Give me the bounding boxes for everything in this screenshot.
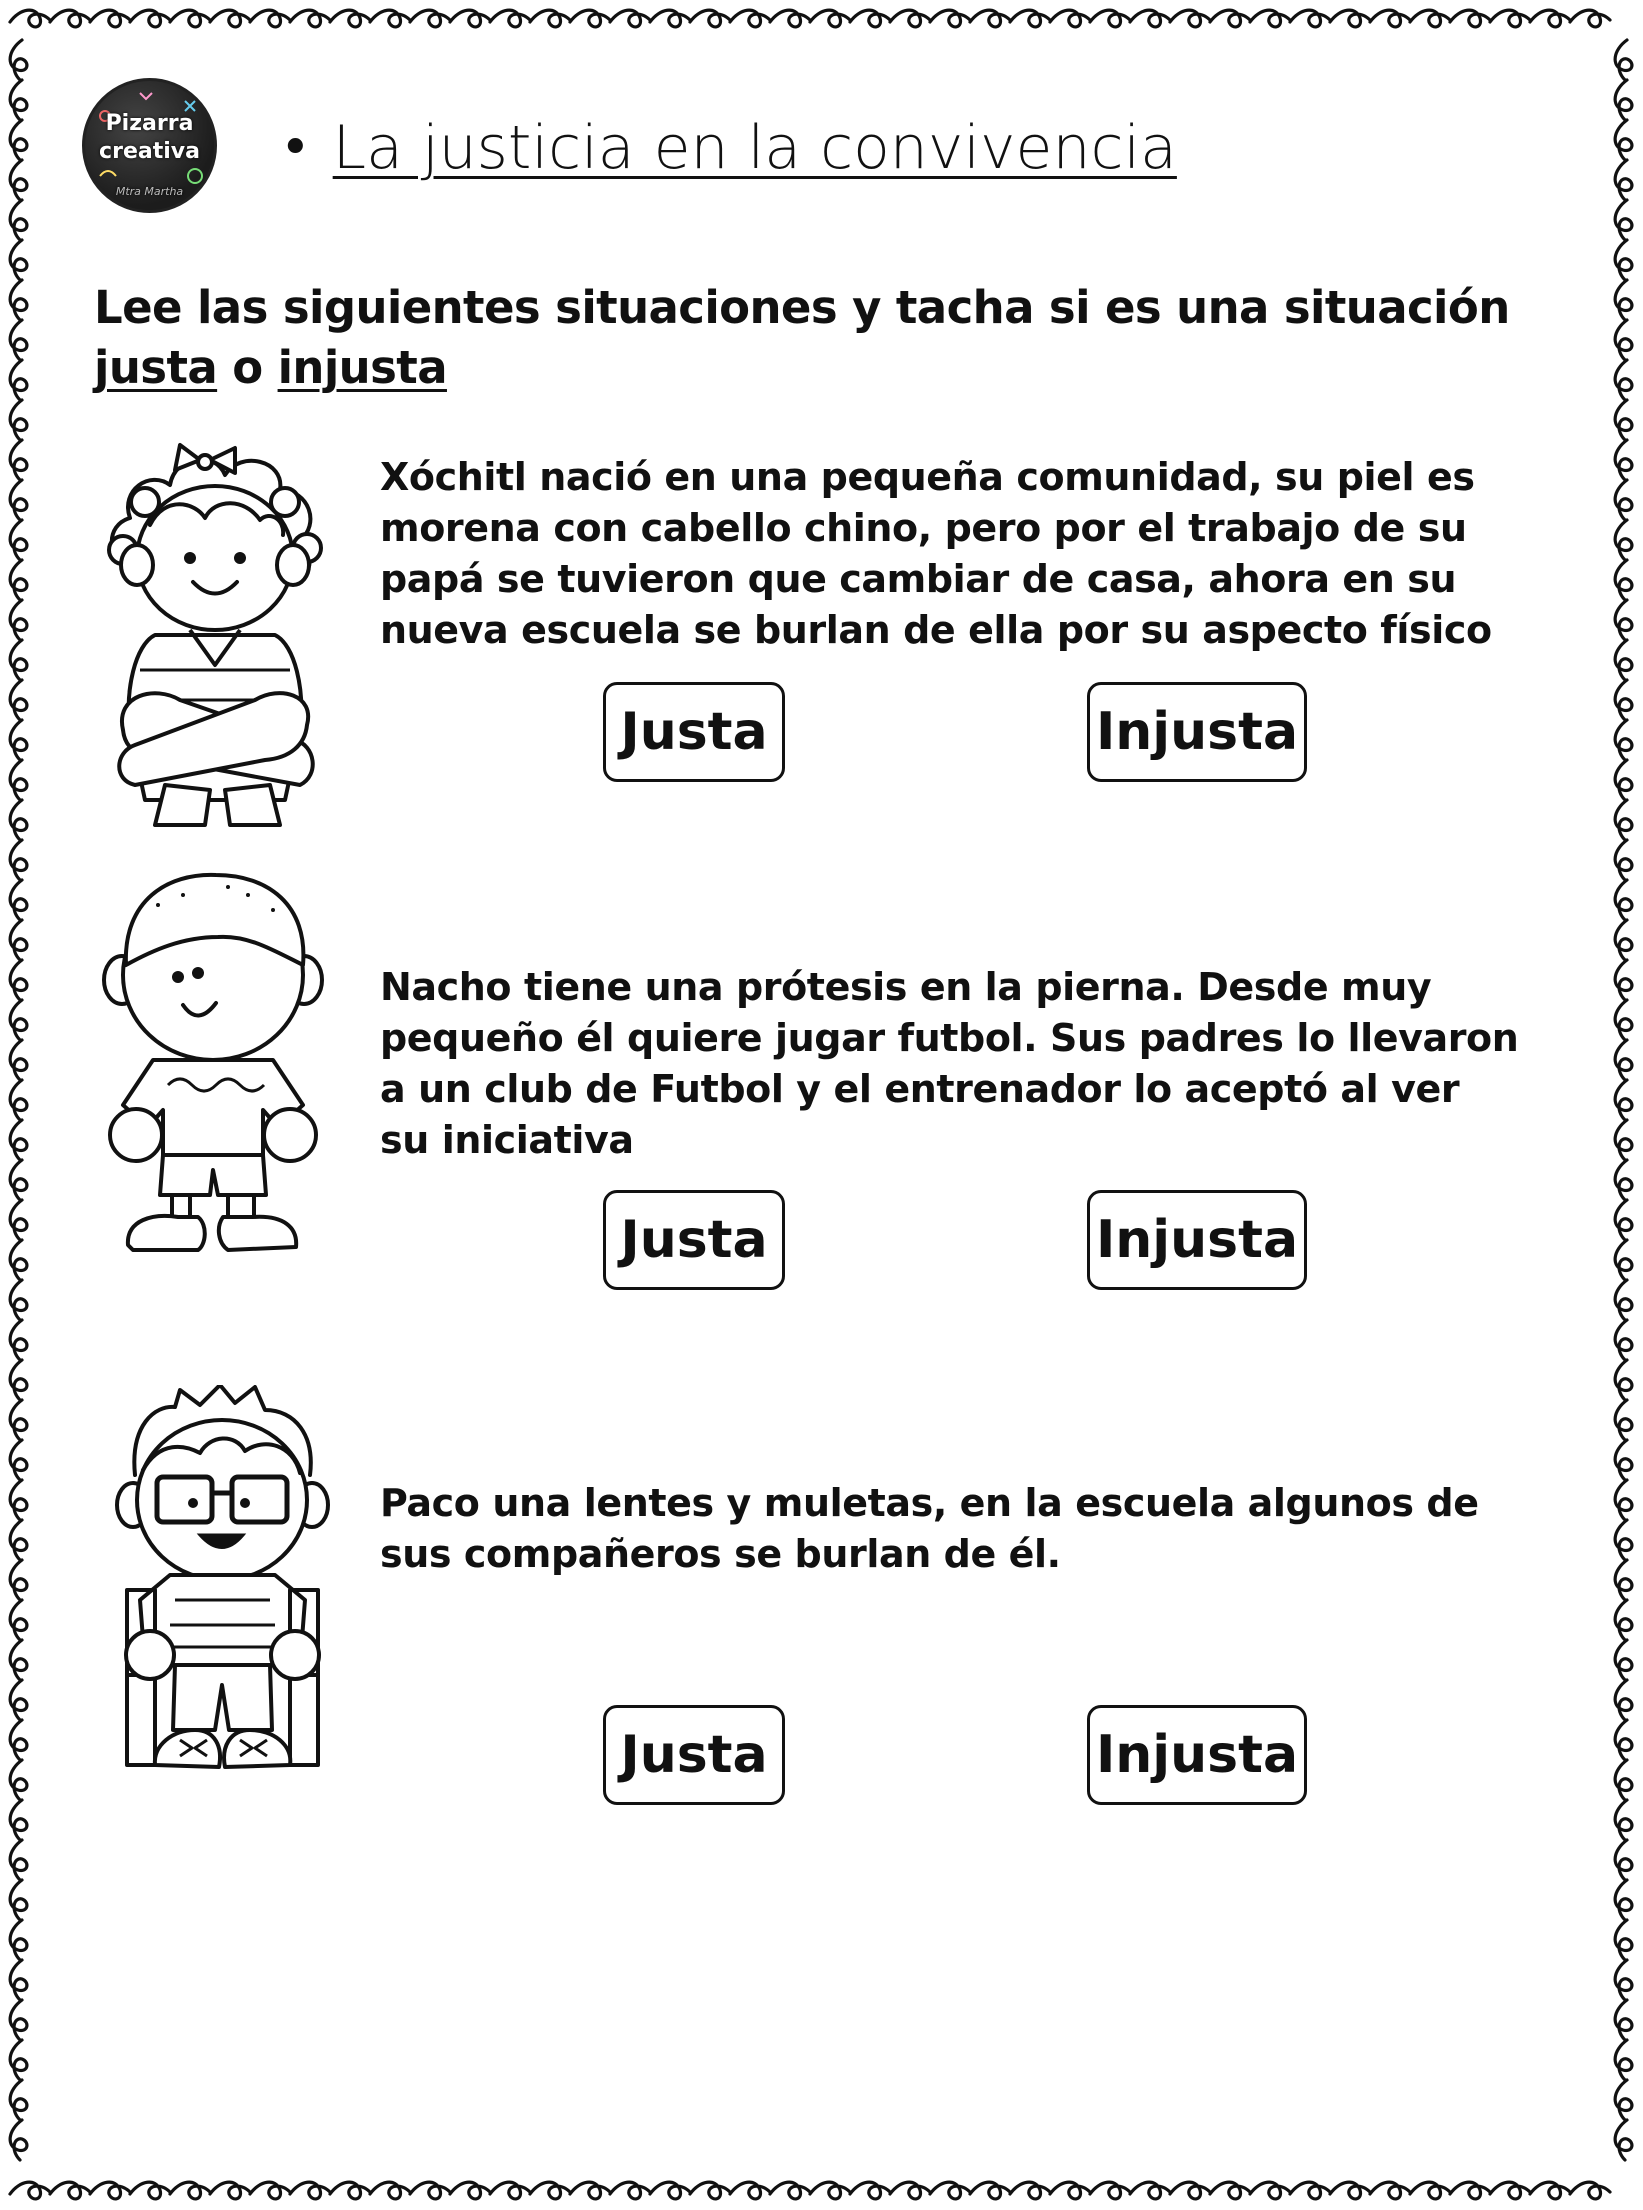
situation-1-text: Xóchitl nació en una pequeña comunidad, su piel es morena con cabello chino, pero por el trabajo de su papá se tuvieron que cambiar de casa, ahora en su nueva escuela se burlan de ella por su aspecto físico [380,455,1492,652]
swirl-icon [10,2000,27,2040]
swirl-icon [1010,10,1050,27]
swirl-icon [1330,2182,1370,2199]
situation-3-justa-button[interactable]: Justa [603,1705,785,1805]
swirl-icon [1615,1480,1632,1520]
swirl-icon [1290,10,1330,27]
swirl-icon [1130,2182,1170,2199]
swirl-icon [890,2182,930,2199]
boy-glasses-crutches-icon [115,1385,330,1770]
swirl-icon [1570,10,1610,27]
swirl-icon [1410,2182,1450,2199]
swirl-icon [10,1720,27,1760]
swirl-icon [10,360,27,400]
swirl-icon [1615,840,1632,880]
title-row [280,108,1177,188]
swirl-icon [570,2182,610,2199]
swirl-icon [1450,10,1490,27]
swirl-icon [890,10,930,27]
swirl-icon [1170,2182,1210,2199]
swirl-icon [10,1120,27,1160]
logo-signature: Mtra Martha [115,185,184,198]
swirl-icon [1615,2120,1632,2160]
swirl-icon [1615,1440,1632,1480]
swirl-icon [90,10,130,27]
swirl-icon [10,320,27,360]
logo-line1: Pizarra [105,111,194,136]
swirl-icon [570,10,610,27]
swirl-icon [370,2182,410,2199]
swirl-icon [690,10,730,27]
swirl-icon [170,2182,210,2199]
swirl-icon [970,2182,1010,2199]
swirl-icon [810,10,850,27]
swirl-icon [530,10,570,27]
situation-1-injusta-button[interactable]: Injusta [1087,682,1307,782]
swirl-icon [10,1800,27,1840]
situation-1-justa-button[interactable]: Justa [603,682,785,782]
swirl-icon [10,280,27,320]
swirl-icon [1615,360,1632,400]
swirl-icon [1130,10,1170,27]
swirl-icon [1250,10,1290,27]
swirl-icon [1615,600,1632,640]
swirl-icon [1615,680,1632,720]
swirl-icon [650,10,690,27]
swirl-icon [330,2182,370,2199]
swirl-icon [10,680,27,720]
swirl-icon [10,520,27,560]
swirl-icon [10,960,27,1000]
swirl-icon [1615,1920,1632,1960]
swirl-icon [10,1640,27,1680]
swirl-icon [10,1480,27,1520]
swirl-icon [930,2182,970,2199]
swirl-icon [410,2182,450,2199]
swirl-icon [10,2040,27,2080]
swirl-icon [690,2182,730,2199]
swirl-icon [1615,480,1632,520]
swirl-icon [1615,640,1632,680]
swirl-icon [10,2182,50,2199]
swirl-icon [1615,1880,1632,1920]
swirl-icon [10,1040,27,1080]
swirl-icon [290,10,330,27]
instructions-part2: o [217,341,278,394]
swirl-icon [10,440,27,480]
swirl-icon [1410,10,1450,27]
swirl-icon [1615,40,1632,80]
swirl-icon [770,10,810,27]
swirl-icon [10,1360,27,1400]
swirl-icon [1615,520,1632,560]
swirl-icon [1615,1760,1632,1800]
swirl-icon [10,760,27,800]
swirl-icon [1615,1280,1632,1320]
swirl-icon [1490,2182,1530,2199]
swirl-icon [10,1920,27,1960]
swirl-icon [10,160,27,200]
situation-2-injusta-button[interactable]: Injusta [1087,1190,1307,1290]
swirl-icon [10,880,27,920]
swirl-icon [850,10,890,27]
swirl-icon [1615,1000,1632,1040]
swirl-icon [10,120,27,160]
swirl-icon [490,2182,530,2199]
swirl-icon [1615,1520,1632,1560]
swirl-icon [10,480,27,520]
swirl-icon [1615,1320,1632,1360]
swirl-icon [10,400,27,440]
swirl-icon [410,10,450,27]
swirl-icon [10,800,27,840]
swirl-icon [130,10,170,27]
swirl-icon [730,10,770,27]
swirl-icon [1615,1080,1632,1120]
swirl-icon [10,1160,27,1200]
swirl-icon [10,840,27,880]
swirl-icon [10,1280,27,1320]
swirl-icon [1615,1400,1632,1440]
swirl-icon [330,10,370,27]
swirl-icon [1615,2080,1632,2120]
swirl-icon [730,2182,770,2199]
swirl-icon [10,1840,27,1880]
situation-3-injusta-button[interactable]: Injusta [1087,1705,1307,1805]
swirl-icon [1210,10,1250,27]
swirl-icon [10,200,27,240]
pizarra-creativa-logo [82,78,217,213]
swirl-icon [1615,1040,1632,1080]
swirl-icon [50,10,90,27]
swirl-icon [1615,1120,1632,1160]
swirl-icon [250,2182,290,2199]
swirl-icon [1570,2182,1610,2199]
swirl-icon [370,10,410,27]
swirl-icon [10,80,27,120]
swirl-icon [10,1680,27,1720]
swirl-icon [250,10,290,27]
swirl-icon [1050,2182,1090,2199]
bullet-icon: • [280,118,311,178]
situation-2-justa-button[interactable]: Justa [603,1190,785,1290]
swirl-icon [10,1440,27,1480]
swirl-icon [10,1560,27,1600]
swirl-icon [450,2182,490,2199]
swirl-icon [930,10,970,27]
swirl-icon [10,1600,27,1640]
swirl-icon [1615,760,1632,800]
swirl-icon [130,2182,170,2199]
swirl-icon [10,2080,27,2120]
swirl-icon [170,10,210,27]
swirl-icon [10,1960,27,2000]
swirl-icon [490,10,530,27]
swirl-icon [1050,10,1090,27]
swirl-icon [10,560,27,600]
swirl-icon [10,720,27,760]
swirl-icon [1615,1960,1632,2000]
swirl-icon [1615,960,1632,1000]
logo-line2: creativa [99,139,200,164]
swirl-icon [1615,1600,1632,1640]
swirl-icon [1090,2182,1130,2199]
swirl-icon [10,1520,27,1560]
situation-3-text: Paco una lentes y muletas, en la escuela algunos de sus compañeros se burlan de él. [380,1481,1479,1576]
swirl-icon [1090,10,1130,27]
instructions [94,278,1554,398]
swirl-icon [10,600,27,640]
swirl-icon [10,920,27,960]
swirl-icon [1615,1720,1632,1760]
swirl-icon [530,2182,570,2199]
instructions-injusta: injusta [277,341,447,394]
swirl-icon [1615,2000,1632,2040]
swirl-icon [1615,80,1632,120]
swirl-icon [1615,240,1632,280]
swirl-icon [1615,560,1632,600]
swirl-icon [450,10,490,27]
swirl-icon [1615,1560,1632,1600]
swirl-icon [10,1880,27,1920]
swirl-icon [210,10,250,27]
swirl-icon [10,1320,27,1360]
swirl-icon [1615,800,1632,840]
girl-arms-crossed-icon [95,440,335,830]
swirl-icon [10,1760,27,1800]
swirl-icon [210,2182,250,2199]
swirl-icon [1450,2182,1490,2199]
swirl-icon [10,1080,27,1120]
swirl-icon [1290,2182,1330,2199]
swirl-icon [810,2182,850,2199]
swirl-icon [1490,10,1530,27]
swirl-icon [1615,1240,1632,1280]
swirl-icon [770,2182,810,2199]
swirl-icon [610,2182,650,2199]
instructions-justa: justa [94,341,218,394]
swirl-icon [10,640,27,680]
swirl-icon [970,10,1010,27]
swirl-icon [10,240,27,280]
swirl-icon [10,40,27,80]
swirl-icon [1330,10,1370,27]
instructions-part1: Lee las siguientes situaciones y tacha si es una situación [94,281,1510,334]
swirl-icon [1170,10,1210,27]
swirl-icon [1370,2182,1410,2199]
swirl-icon [1370,10,1410,27]
swirl-icon [850,2182,890,2199]
swirl-icon [1615,120,1632,160]
swirl-icon [290,2182,330,2199]
page-title: La justicia en la convivencia [332,113,1177,183]
swirl-icon [1530,10,1570,27]
swirl-icon [10,1000,27,1040]
swirl-icon [1615,1360,1632,1400]
swirl-icon [1615,1200,1632,1240]
swirl-icon [1615,160,1632,200]
swirl-icon [1615,720,1632,760]
swirl-icon [1615,320,1632,360]
swirl-icon [1210,2182,1250,2199]
situation-2-text: Nacho tiene una prótesis en la pierna. Desde muy pequeño él quiere jugar futbol. Sus padres lo llevaron a un club de Futbol y el entrenador lo aceptó al ver su iniciativa [380,965,1519,1162]
swirl-icon [10,2120,27,2160]
swirl-icon [1615,920,1632,960]
swirl-icon [1615,880,1632,920]
swirl-icon [1615,440,1632,480]
swirl-icon [50,2182,90,2199]
swirl-icon [1615,1160,1632,1200]
swirl-icon [650,2182,690,2199]
swirl-icon [1615,400,1632,440]
swirl-icon [1615,200,1632,240]
swirl-icon [10,1240,27,1280]
swirl-icon [1615,1800,1632,1840]
swirl-icon [90,2182,130,2199]
swirl-icon [1250,2182,1290,2199]
swirl-icon [610,10,650,27]
boy-leg-prosthesis-icon [98,865,328,1255]
swirl-icon [1615,280,1632,320]
swirl-icon [10,10,50,27]
swirl-icon [1615,1640,1632,1680]
swirl-icon [10,1400,27,1440]
swirl-icon [1615,2040,1632,2080]
swirl-icon [1530,2182,1570,2199]
swirl-icon [10,1200,27,1240]
swirl-icon [1010,2182,1050,2199]
swirl-icon [1615,1680,1632,1720]
swirl-icon [1615,1840,1632,1880]
